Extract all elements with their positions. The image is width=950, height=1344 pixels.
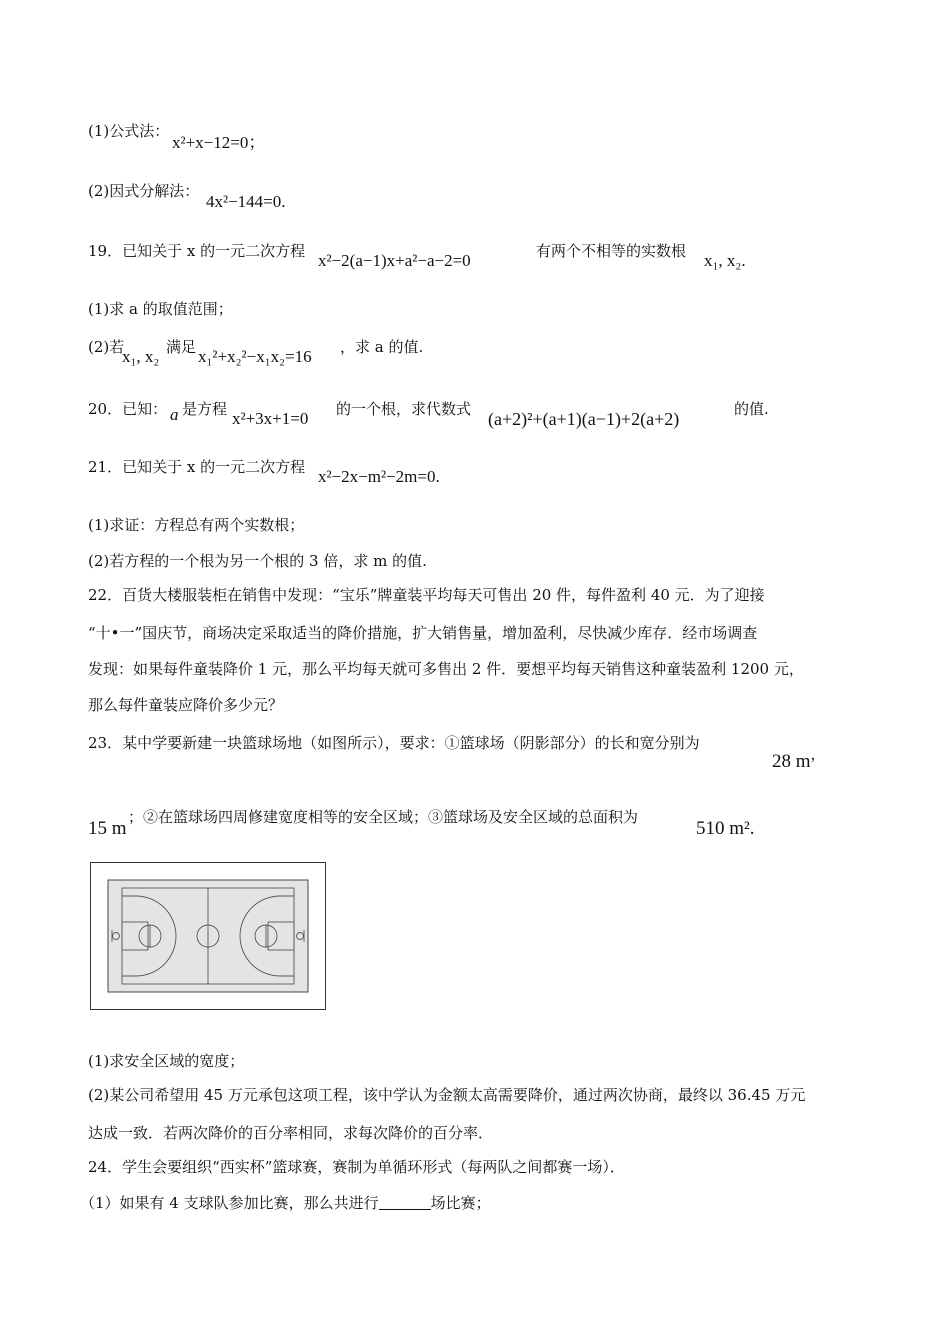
q24-part1: （1）如果有 4 支球队参加比赛，那么共进行 场比赛； bbox=[80, 1194, 491, 1212]
q23-line1: 23．某中学要新建一块篮球场地（如图所示），要求：①篮球场（阴影部分）的长和宽分别为 bbox=[88, 734, 700, 752]
q23-length: 28 m， bbox=[772, 747, 826, 772]
q24-stem: 24．学生会要组织“西实杯”篮球赛，赛制为单循环形式（每两队之间都赛一场）． bbox=[88, 1158, 625, 1176]
q19-part2-prefix: (2)若 bbox=[88, 338, 125, 356]
q21-equation: x²−2x−m²−2m=0. bbox=[318, 467, 440, 486]
q23-part2-line1: (2)某公司希望用 45 万元承包这项工程，该中学认为金额太高需要降价，通过两次协商，最终以 36.45 万元 bbox=[88, 1086, 806, 1104]
q19-part2-tail: ，求 a 的值. bbox=[340, 338, 424, 356]
q22-line3: 发现：如果每件童装降价 1 元，那么平均每天就可多售出 2 件．要想平均每天销售这种童装盈利 1200 元， bbox=[88, 660, 804, 678]
q19-part2-equation: x₁²+x₂²−x₁x₂=16 bbox=[198, 347, 312, 366]
q18-part2-equation: 4x²−144=0. bbox=[206, 192, 286, 211]
q20-equation: x²+3x+1=0 bbox=[232, 409, 309, 428]
q22-line2: “十•一”国庆节，商场决定采取适当的降价措施，扩大销售量，增加盈利，尽快减少库存．经市场调查 bbox=[88, 624, 758, 642]
q20-expression: (a+2)²+(a+1)(a−1)+2(a+2) bbox=[488, 409, 680, 429]
q20-variable: a bbox=[170, 405, 179, 424]
q20-tail: 的值. bbox=[734, 400, 769, 418]
q21-stem: 21．已知关于 x 的一元二次方程 bbox=[88, 458, 306, 476]
q20-prefix: 20．已知： bbox=[88, 400, 168, 418]
q23-line2: ；②在篮球场四周修建宽度相等的安全区域；③篮球场及安全区域的总面积为 bbox=[128, 808, 639, 826]
q19-part2-mid: 满足 bbox=[166, 338, 197, 356]
q18-part1-equation: x²+x−12=0； bbox=[172, 133, 266, 152]
q19-stem: 19．已知关于 x 的一元二次方程 bbox=[88, 242, 306, 260]
q21-part2: (2)若方程的一个根为另一个根的 3 倍，求 m 的值. bbox=[88, 552, 427, 570]
q19-stem-tail: 有两个不相等的实数根 bbox=[536, 242, 687, 260]
q23-part2-line2: 达成一致．若两次降价的百分率相同，求每次降价的百分率． bbox=[88, 1124, 494, 1142]
q22-line4: 那么每件童装应降价多少元？ bbox=[88, 696, 284, 714]
answer-blank[interactable] bbox=[379, 1195, 431, 1210]
q22-line1: 22．百货大楼服装柜在销售中发现：“宝乐”牌童装平均每天可售出 20 件，每件盈利 40 元．为了迎接 bbox=[88, 586, 765, 604]
q23-area: 510 m². bbox=[696, 818, 755, 839]
q21-part1: (1)求证：方程总有两个实数根； bbox=[88, 516, 305, 534]
q20-mid: 是方程 bbox=[182, 400, 228, 418]
q18-part2: (2)因式分解法： bbox=[88, 182, 200, 200]
q19-roots: x₁, x₂. bbox=[704, 251, 746, 270]
q23-part1: (1)求安全区域的宽度； bbox=[88, 1052, 245, 1070]
q19-part2-roots: x₁, x₂ bbox=[122, 347, 160, 366]
q23-width: 15 m bbox=[88, 818, 127, 839]
q19-equation: x²−2(a−1)x+a²−a−2=0 bbox=[318, 251, 471, 270]
basketball-court-figure bbox=[90, 862, 326, 1010]
q20-mid2: 的一个根，求代数式 bbox=[336, 400, 472, 418]
q19-part1: (1)求 a 的取值范围； bbox=[88, 300, 233, 318]
q18-part1: (1)公式法： bbox=[88, 122, 170, 140]
